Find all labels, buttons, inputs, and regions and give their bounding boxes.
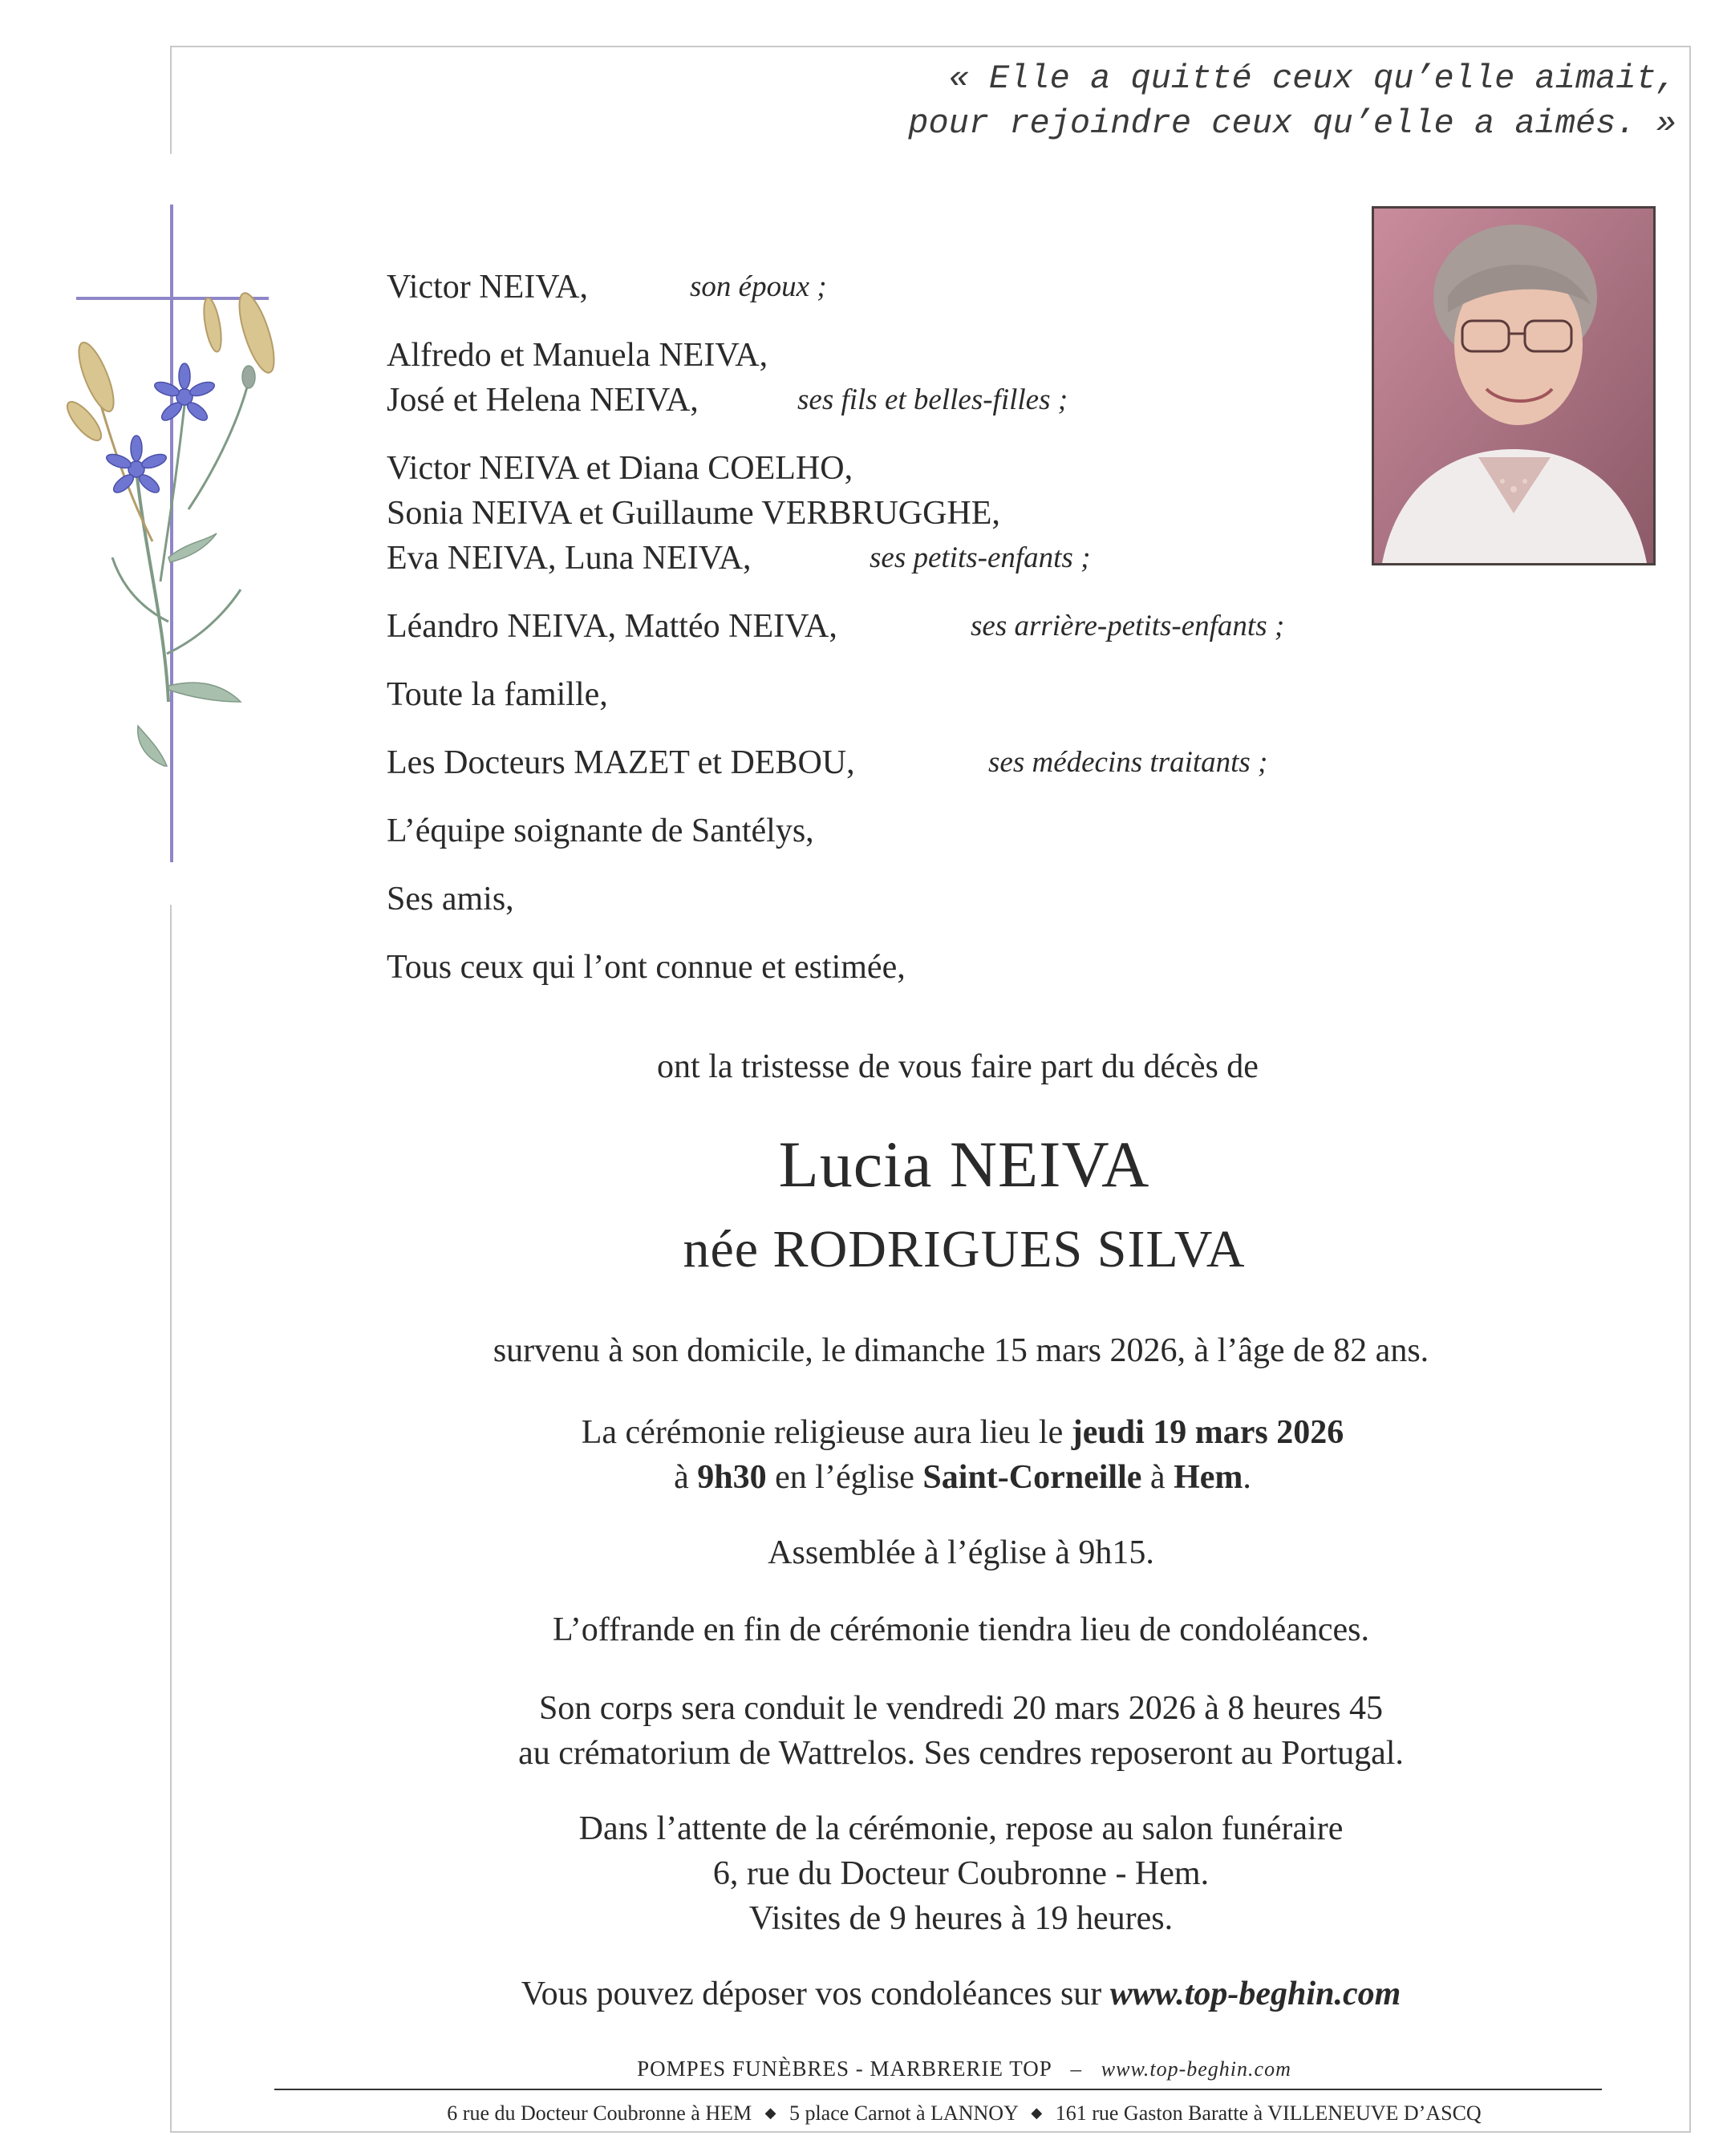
offering-note: L’offrande en fin de cérémonie tiendra lieu de condoléances. <box>552 1611 1370 1648</box>
footer-website-link[interactable]: www.top-beghin.com <box>1101 2057 1291 2081</box>
condolences-text: Vous pouvez déposer vos condoléances sur <box>521 1976 1110 2012</box>
footer-rule <box>274 2089 1602 2090</box>
footer-dash: – <box>1070 2057 1083 2081</box>
diamond-separator-icon: ◆ <box>1031 2105 1043 2121</box>
frame-left-border <box>170 46 172 154</box>
family-line <box>387 604 1429 649</box>
ceremony-town: Hem <box>1174 1459 1243 1496</box>
family-name: Ses amis, <box>387 881 514 918</box>
footer-address: 161 rue Gaston Baratte à VILLENEUVE D’ASCQ <box>1055 2101 1482 2125</box>
footer-addresses <box>103 2101 1723 2126</box>
family-name: Tous ceux qui l’ont connue et estimée, <box>387 949 906 986</box>
family-line <box>387 877 1429 922</box>
family-group <box>387 604 1429 649</box>
ceremony-text: à <box>1141 1459 1174 1496</box>
family-line <box>387 672 1429 717</box>
family-name: Toute la famille, <box>387 676 608 713</box>
family-name: Eva NEIVA, Luna NEIVA, <box>387 540 752 577</box>
ceremony-time: 9h30 <box>697 1459 767 1496</box>
ceremony-date-line <box>101 1413 1723 1452</box>
ceremony-church: Saint-Corneille <box>922 1459 1142 1496</box>
deceased-name: Lucia NEIVA <box>778 1128 1150 1201</box>
ceremony-text: La cérémonie religieuse aura lieu le <box>581 1414 1072 1451</box>
family-name: Victor NEIVA, <box>387 269 588 306</box>
visitation-line: Dans l’attente de la cérémonie, repose au salon funéraire <box>578 1810 1344 1847</box>
family-relation: ses médecins traitants ; <box>988 746 1268 779</box>
cremation-line: Son corps sera conduit le vendredi 20 mars 2026 à 8 heures 45 <box>538 1690 1384 1727</box>
footer-company-line <box>103 2057 1723 2081</box>
family-line <box>387 945 1429 990</box>
family-group <box>387 740 1429 785</box>
family-name: Les Docteurs MAZET et DEBOU, <box>387 744 855 781</box>
assembly-note: Assemblée à l’église à 9h15. <box>768 1534 1154 1571</box>
ceremony-date: jeudi 19 mars 2026 <box>1071 1414 1344 1451</box>
family-list <box>387 265 1429 1013</box>
family-line <box>387 265 1429 310</box>
family-name: L’équipe soignante de Santélys, <box>387 813 814 849</box>
visitation-line: 6, rue du Docteur Coubronne - Hem. <box>712 1855 1210 1892</box>
family-name: Sonia NEIVA et Guillaume VERBRUGGHE, <box>387 495 1000 532</box>
ceremony-text: . <box>1243 1459 1251 1496</box>
condolences-line <box>99 1975 1723 2013</box>
family-group <box>387 446 1429 581</box>
announcement-intro: ont la tristesse de vous faire part du décès de <box>657 1048 1259 1085</box>
deceased-birth-name: née RODRIGUES SILVA <box>683 1220 1246 1279</box>
family-group <box>387 672 1429 717</box>
frame-left-border <box>170 905 172 2132</box>
epigraph-line: « Elle a quitté ceux qu’elle aimait, <box>948 59 1676 98</box>
diamond-separator-icon: ◆ <box>764 2105 776 2121</box>
visitation-line: Visites de 9 heures à 19 heures. <box>748 1900 1174 1937</box>
ceremony-text: à <box>674 1459 698 1496</box>
family-group <box>387 945 1429 990</box>
family-group <box>387 333 1429 423</box>
family-line <box>387 808 1429 853</box>
family-name: Alfredo et Manuela NEIVA, <box>387 337 768 374</box>
family-name: José et Helena NEIVA, <box>387 382 699 419</box>
epigraph <box>908 56 1676 146</box>
ceremony-place-line <box>101 1458 1723 1497</box>
family-line <box>387 333 1429 378</box>
death-details: survenu à son domicile, le dimanche 15 mars 2026, à l’âge de 82 ans. <box>493 1332 1429 1369</box>
family-relation: son époux ; <box>690 270 827 303</box>
family-relation: ses arrière-petits-enfants ; <box>971 610 1285 642</box>
cross-with-flowers-icon <box>48 205 289 862</box>
family-group <box>387 877 1429 922</box>
family-line <box>387 491 1429 536</box>
condolences-link[interactable]: www.top-beghin.com <box>1109 1976 1401 2012</box>
epigraph-line: pour rejoindre ceux qu’elle a aimés. » <box>908 104 1676 143</box>
footer-address: 5 place Carnot à LANNOY <box>789 2101 1018 2125</box>
family-name: Victor NEIVA et Diana COELHO, <box>387 450 853 487</box>
family-line <box>387 536 1429 581</box>
family-name: Léandro NEIVA, Mattéo NEIVA, <box>387 608 837 645</box>
frame-bottom-border <box>170 2131 1691 2133</box>
frame-top-border <box>170 46 1691 47</box>
family-relation: ses fils et belles-filles ; <box>797 383 1068 416</box>
family-line <box>387 446 1429 491</box>
cremation-line: au crématorium de Wattrelos. Ses cendres reposeront au Portugal. <box>518 1735 1404 1772</box>
family-line <box>387 378 1429 423</box>
company-name: POMPES FUNÈBRES - MARBRERIE TOP <box>637 2057 1052 2081</box>
family-line <box>387 740 1429 785</box>
family-relation: ses petits-enfants ; <box>870 541 1091 574</box>
ceremony-text: en l’église <box>766 1459 923 1496</box>
family-group <box>387 808 1429 853</box>
footer-address: 6 rue du Docteur Coubronne à HEM <box>447 2101 752 2125</box>
family-group <box>387 265 1429 310</box>
